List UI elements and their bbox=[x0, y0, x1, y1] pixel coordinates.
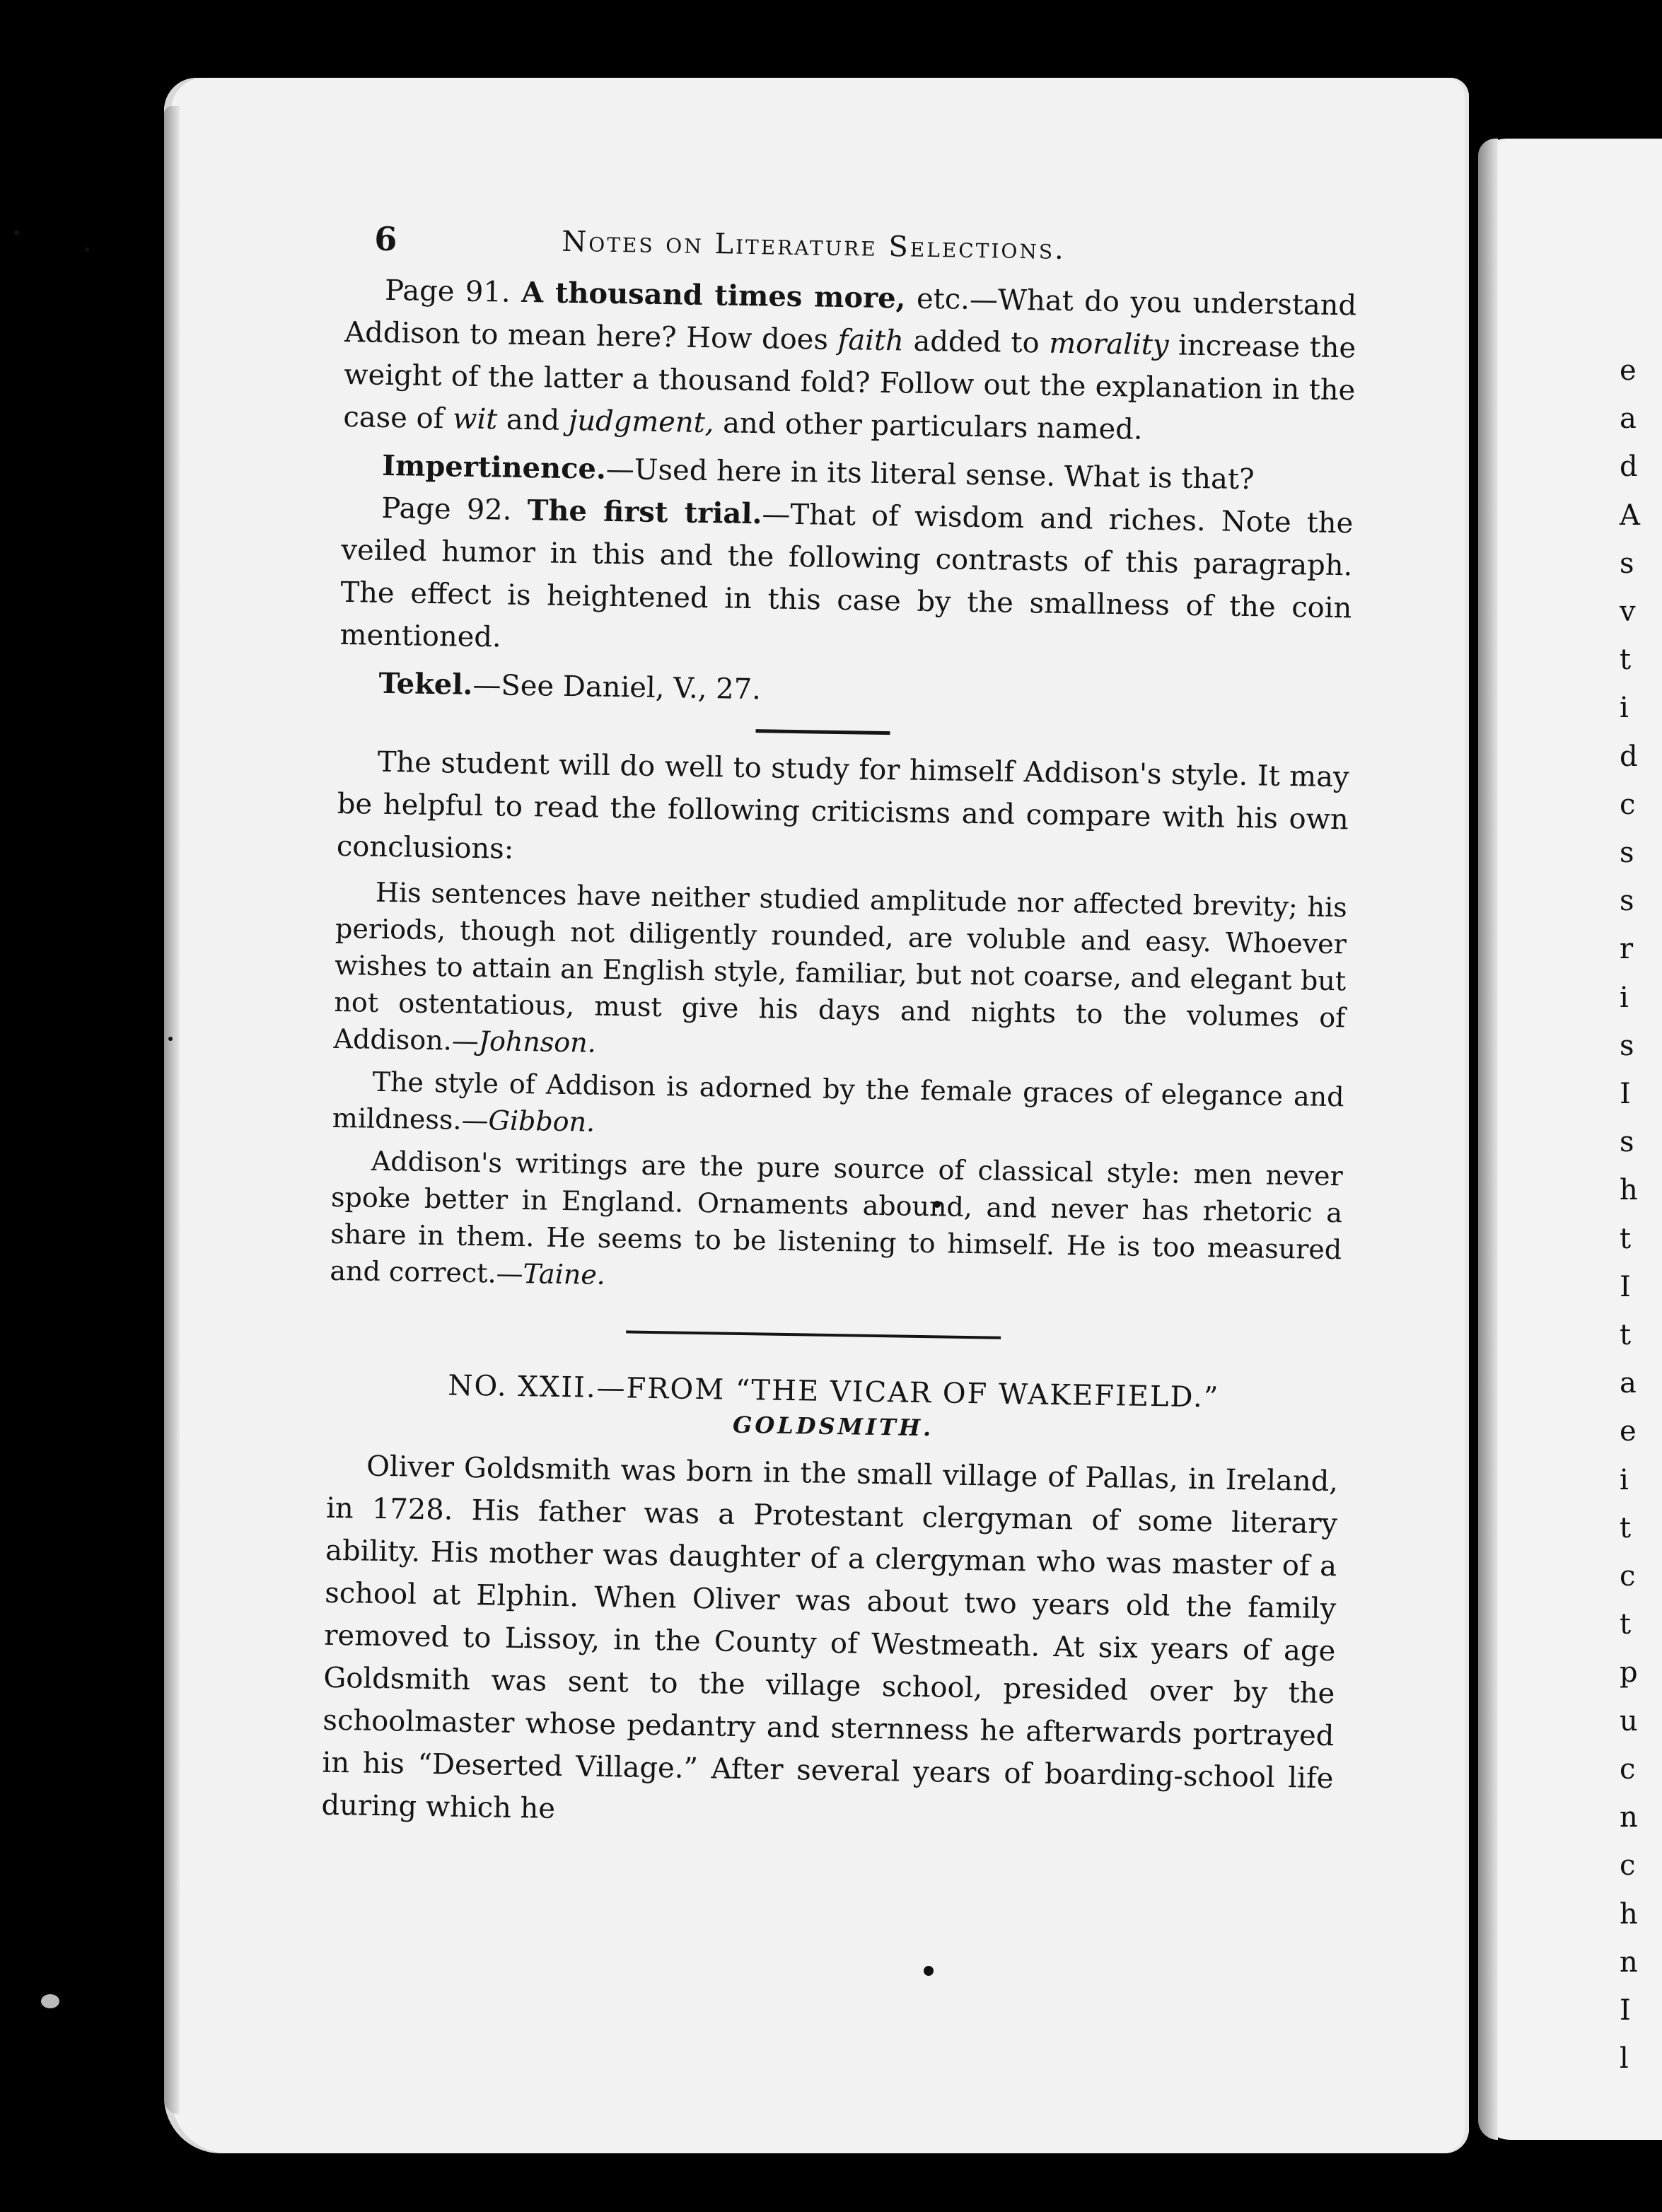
criticism-quotes bbox=[330, 873, 1347, 1305]
section-divider-long bbox=[626, 1330, 1001, 1339]
facing-page-letter: e bbox=[1620, 354, 1637, 387]
scan-speck bbox=[924, 1966, 934, 1976]
note-text: added to bbox=[903, 325, 1050, 360]
facing-page-edge bbox=[1478, 139, 1498, 2140]
note-emphasis: wit bbox=[452, 402, 498, 436]
section-heading: NO. XXII.—FROM “THE VICAR OF WAKEFIELD.” bbox=[448, 1369, 1220, 1414]
note-page-ref: Page 92. bbox=[381, 491, 512, 527]
scan-speck bbox=[85, 248, 89, 252]
facing-page-letter: c bbox=[1620, 1560, 1636, 1593]
facing-page-letter: i bbox=[1620, 692, 1629, 725]
facing-page-letter: A bbox=[1620, 499, 1640, 532]
facing-page-letter: s bbox=[1620, 837, 1634, 870]
section-divider bbox=[756, 729, 890, 735]
facing-page-letter: I bbox=[1620, 1270, 1631, 1303]
note-text: increase the weight of the latter a thousand fold? Follow out the explanation in the case of bbox=[343, 329, 1356, 436]
facing-page-letter: a bbox=[1620, 1367, 1637, 1400]
quote-source: Taine. bbox=[523, 1258, 606, 1291]
note-term: The first trial. bbox=[527, 494, 762, 531]
note-text: etc.—What do you understand Addison to mean here? How does bbox=[344, 282, 1357, 356]
page-number: 6 bbox=[373, 219, 397, 259]
facing-page-letter: t bbox=[1620, 644, 1632, 677]
note-emphasis: judgment, bbox=[568, 404, 714, 440]
note-text: and bbox=[496, 403, 569, 437]
note-text: —Used here in its literal sense. What is that? bbox=[605, 453, 1255, 496]
facing-page-letter: i bbox=[1620, 981, 1629, 1014]
facing-page-letter: s bbox=[1620, 547, 1634, 580]
facing-page-letter: n bbox=[1620, 1801, 1638, 1834]
quote-taine bbox=[330, 1142, 1343, 1305]
facing-page-letter: n bbox=[1620, 1945, 1638, 1979]
quote-source: Gibbon. bbox=[488, 1105, 595, 1138]
facing-page-letter: I bbox=[1620, 1993, 1631, 2027]
note-term: Tekel. bbox=[378, 666, 473, 702]
page-gutter-shadow bbox=[164, 106, 180, 2114]
scan-speck bbox=[41, 1994, 59, 2008]
note-emphasis: faith bbox=[837, 323, 905, 358]
scan-speck bbox=[168, 1037, 173, 1041]
note-thousand-times bbox=[343, 269, 1357, 454]
criticism-intro: The student will do well to study for himself Addison's style. It may be helpful to read the following criticisms and compare with his own conclusions: bbox=[336, 745, 1349, 866]
note-first-trial bbox=[339, 487, 1354, 672]
scan-speck bbox=[14, 230, 20, 235]
facing-page-letter: e bbox=[1620, 1415, 1637, 1448]
facing-page-letter: h bbox=[1620, 1174, 1638, 1207]
note-page-ref: Page 91. bbox=[384, 274, 511, 309]
facing-page-letter: i bbox=[1620, 1463, 1629, 1496]
facing-page-letter: v bbox=[1620, 595, 1636, 629]
facing-page-letter: l bbox=[1620, 2042, 1629, 2076]
note-term: Impertinence. bbox=[382, 448, 607, 486]
section-body: Oliver Goldsmith was born in the small village of Pallas, in Ireland, in 1728. His father was a Protestant clergyman of some literary ability. His mother was daughter of a clergyman who was master of a school at Elphin. When Oliver was about two years old the family removed to Lissoy, in the County of Westmeath. At six years of age Goldsmith was sent to the village school, presided over by the schoolmaster whose pedantry and sternness he afterwards portrayed in his “Deserted Village.” After several years of boarding-school life during which he bbox=[321, 1450, 1339, 1825]
quote-text: His sentences have neither studied amplitude nor affected brevity; his periods, though not diligently rounded, are voluble and easy. Whoever wishes to attain an English style, familiar, but not coarse, and elegant but not ostentatious, must give his days and nights to the volumes of Addison.— bbox=[333, 876, 1348, 1057]
note-text: —That of wisdom and riches. Note the veiled humor in this and the following contrasts of this paragraph. The effect is heightened in this case by the smallness of the coin mentioned. bbox=[339, 498, 1354, 654]
section-author: GOLDSMITH. bbox=[732, 1411, 934, 1442]
facing-page-letter: d bbox=[1620, 450, 1638, 484]
quote-source: Johnson. bbox=[478, 1025, 597, 1059]
facing-page-letter: d bbox=[1620, 740, 1638, 773]
facing-page-letter: u bbox=[1620, 1704, 1638, 1737]
facing-page-letter: s bbox=[1620, 885, 1634, 918]
note-text: and other particulars named. bbox=[714, 407, 1143, 446]
facing-page-letter: c bbox=[1620, 1752, 1636, 1786]
quote-text: Addison's writings are the pure source of classical style: men never spoke better in England. Ornaments abound, and never has rhetoric a share in them. He seems to be listening to himself. He is too measured and correct.— bbox=[330, 1145, 1344, 1290]
quote-text: The style of Addison is adorned by the female graces of elegance and mildness.— bbox=[332, 1066, 1344, 1136]
facing-page-letter: I bbox=[1620, 1078, 1631, 1111]
quote-johnson bbox=[333, 873, 1347, 1073]
facing-page-letter: c bbox=[1620, 788, 1636, 821]
page-text bbox=[321, 212, 1358, 1842]
facing-page-letter: c bbox=[1620, 1849, 1636, 1882]
facing-page-letter: t bbox=[1620, 1511, 1632, 1544]
facing-page-letter: h bbox=[1620, 1897, 1638, 1931]
note-emphasis: morality bbox=[1048, 327, 1169, 362]
facing-page-letter: r bbox=[1620, 933, 1634, 966]
facing-page-letter: a bbox=[1620, 402, 1637, 436]
note-term: A thousand times more, bbox=[521, 275, 906, 315]
facing-page-letter: t bbox=[1620, 1608, 1632, 1641]
facing-page-letter: p bbox=[1620, 1656, 1638, 1689]
facing-page-letters bbox=[1620, 347, 1641, 2083]
facing-page-letter: s bbox=[1620, 1029, 1634, 1062]
note-tekel bbox=[339, 662, 1351, 720]
facing-page-letter: s bbox=[1620, 1126, 1634, 1159]
running-title: Notes on Literature Selections. bbox=[562, 225, 1067, 266]
facing-page-letter: t bbox=[1620, 1319, 1632, 1352]
quote-gibbon bbox=[332, 1063, 1344, 1152]
note-text: —See Daniel, V., 27. bbox=[472, 668, 762, 706]
facing-page-letter: t bbox=[1620, 1222, 1632, 1255]
